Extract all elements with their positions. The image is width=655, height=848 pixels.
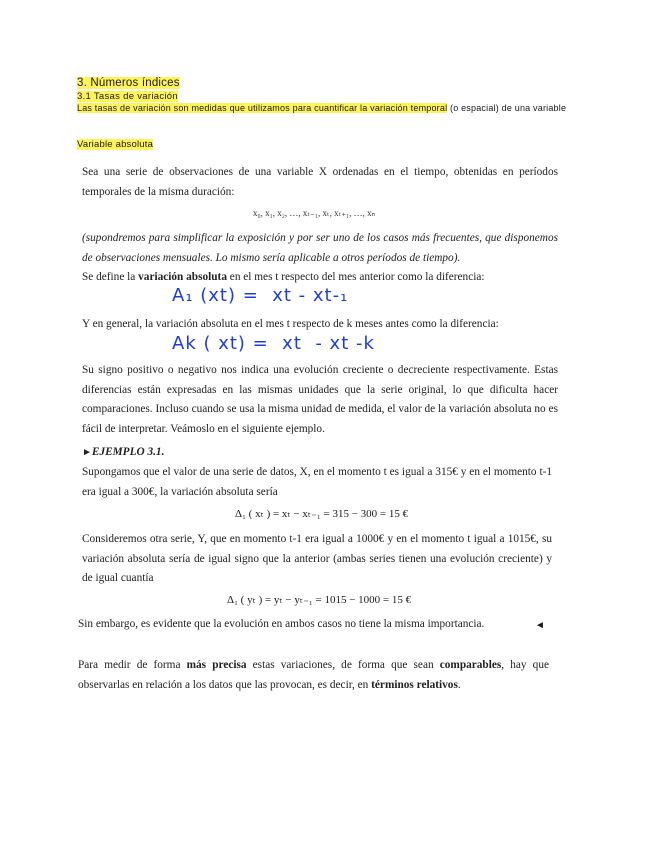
book-paragraph-3-clip <box>82 361 560 434</box>
book-paragraph-2: (supondremos para simplificar la exposición y por ser uno de los casos más frecuentes, que disponemos de observaciones mensuales. Lo mismo sería aplicable a otros períodos de tiempo). <box>82 232 558 264</box>
example-marker-icon: ► <box>82 447 92 458</box>
book-paragraph-3: Su signo positivo o negativo nos indica una evolución creciente o decreciente respectivamente. Estas diferencias están expresadas en las mismas unidades que la serie original, lo que dificulta hacer comparaciones. Incluso cuando se usa la misma unidad de medida, el valor de la variación absoluta no es fácil de interpretar. Veámoslo en el siguiente ejemplo. <box>82 364 558 434</box>
example-paragraph-2: Consideremos otra serie, Y, que en momento t-1 era igual a 1000€ y en el momento t igual a 1015€, su variación absoluta sería de igual signo que la anterior (ambas series tienen una evolución creciente) y de igual cuantía <box>82 533 552 584</box>
example-end-icon: ◄ <box>535 620 545 631</box>
handwriting-formula-1: A₁ (xt) = xt - xt-₁ <box>172 285 349 306</box>
example-paragraph-1: Supongamos que el valor de una serie de datos, X, en el momento t es igual a 315€ y en el momento t-1 era igual a 300€, la variación absoluta sería <box>82 466 552 498</box>
example-formula-1: Δ₁ ( xₜ ) = xₜ − xₜ₋₁ = 315 − 300 = 15 € <box>235 508 409 520</box>
example-conclusion: Sin embargo, es evidente que la evolución en ambos casos no tiene la misma importancia. <box>78 618 485 630</box>
intro-rest: (o espacial) de una variable <box>450 103 567 113</box>
example-formula-2: Δ₁ ( yₜ ) = yₜ − yₜ₋₁ = 1015 − 1000 = 15 € <box>227 594 412 606</box>
final-text-2: estas variaciones, de forma que sean <box>246 659 440 671</box>
final-bold-3: términos relativos <box>371 678 458 691</box>
subsection-title-text: 3.1 Tasas de variación <box>77 91 178 102</box>
definition-pre: Se define la <box>82 271 139 283</box>
series-formula: x₀, x₁, x₂, …, xₜ₋₁, xₜ, xₜ₊₁, …, xₙ <box>253 208 376 218</box>
section-title-text: 3. Números índices <box>77 77 180 89</box>
absolute-heading-text: Variable absoluta <box>77 139 154 150</box>
final-text-3: , hay que observarlas en relación a los datos que las provocan, es decir, en <box>78 659 549 691</box>
definition-bold: variación absoluta <box>138 271 227 283</box>
final-text-4: . <box>457 678 461 691</box>
example-header <box>82 443 164 463</box>
subsection-title <box>77 91 178 102</box>
intro-highlighted: Las tasas de variación son medidas que utilizamos para cuantificar la variación temporal <box>77 103 448 113</box>
final-paragraph <box>78 656 549 695</box>
book-paragraph-1: Sea una serie de observaciones de una variable X ordenadas en el tiempo, obtenidas en períodos temporales de la misma duración: <box>82 166 558 198</box>
final-bold-2: comparables <box>439 659 502 671</box>
section-title <box>77 77 180 89</box>
handwriting-formula-2: Ak ( xt) = xt - xt -k <box>172 333 375 354</box>
final-text-1: Para medir de forma <box>78 659 187 671</box>
absolute-heading <box>77 139 153 150</box>
definition-post: en el mes t respecto del mes anterior como la diferencia: <box>226 271 485 283</box>
final-bold-1: más precisa <box>186 659 247 671</box>
intro-paragraph <box>77 103 577 114</box>
general-definition: Y en general, la variación absoluta en el mes t respecto de k meses antes como la diferencia: <box>82 318 499 330</box>
example-title: EJEMPLO 3.1. <box>91 446 165 458</box>
